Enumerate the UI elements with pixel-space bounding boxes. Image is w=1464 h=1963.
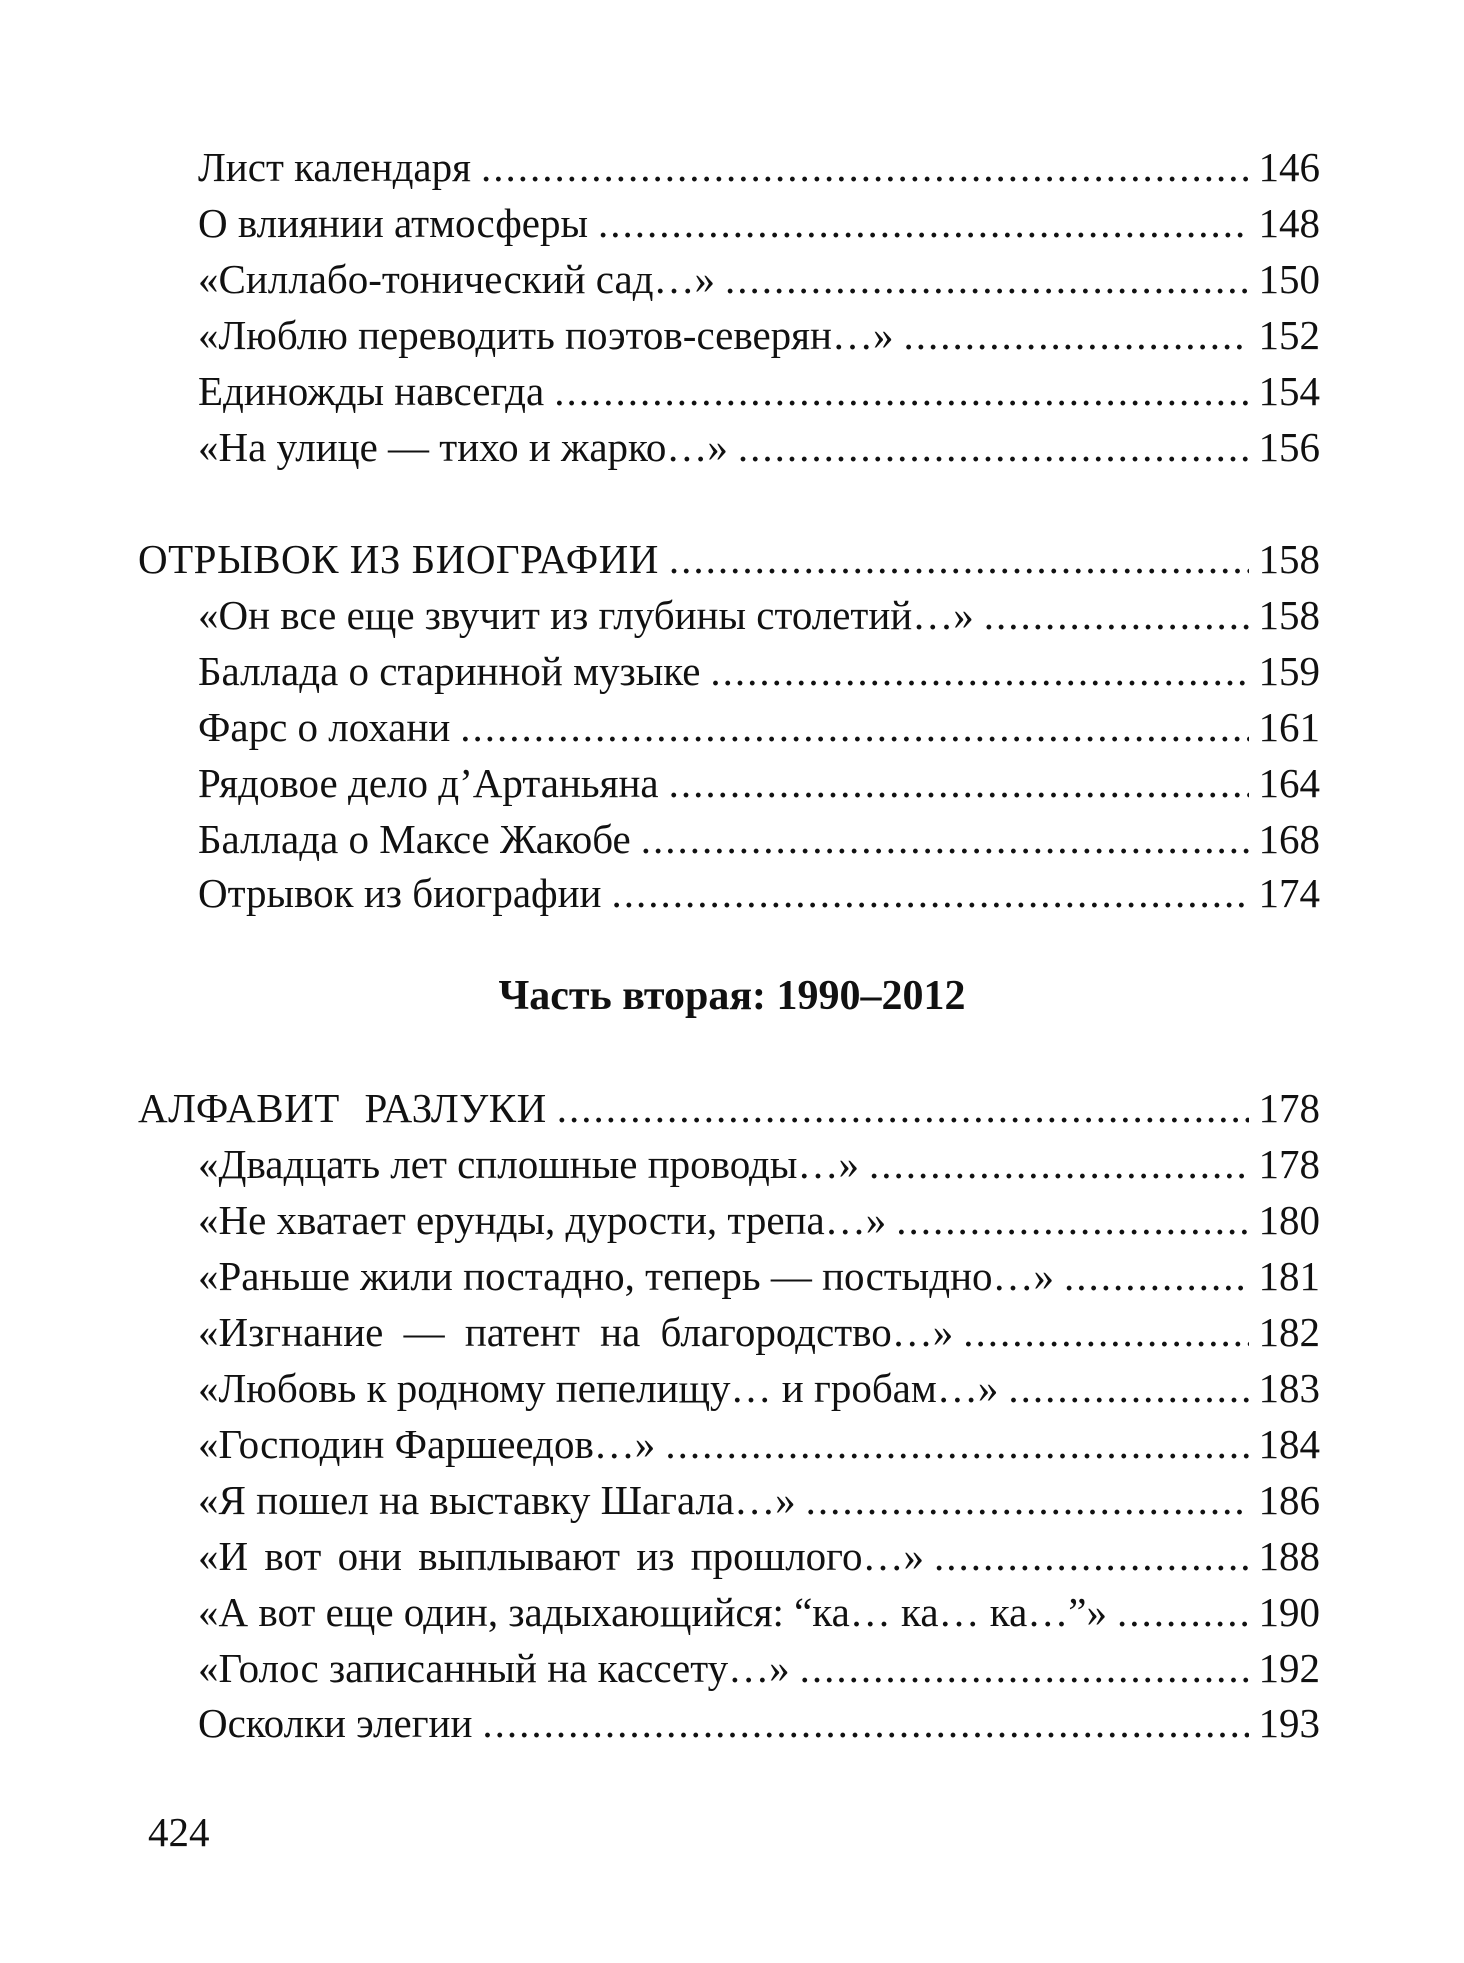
dot-leader: [611, 868, 1248, 918]
toc-entry-title: Единожды навсегда: [198, 368, 545, 414]
toc-entry-title: «Раньше жили постадно, теперь — постыдно…»: [198, 1253, 1055, 1299]
toc-entry-title: «Не хватает ерунды, дурости, трепа…»: [198, 1197, 887, 1243]
dot-leader: [710, 646, 1248, 696]
toc-entry-page: 164: [1258, 760, 1320, 806]
dot-leader: [1117, 1587, 1249, 1637]
toc-entry-title: «Люблю переводить поэтов-северян…»: [198, 312, 894, 358]
toc-section-heading: [138, 1083, 1320, 1139]
toc-entry: [198, 142, 1320, 198]
toc-entry: [198, 1307, 1320, 1363]
toc-entry-page: 158: [1258, 592, 1320, 638]
dot-leader: [460, 702, 1248, 752]
toc-entry: [198, 254, 1320, 310]
toc-entry-page: 192: [1258, 1645, 1320, 1691]
toc-entry-page: 152: [1258, 312, 1320, 358]
toc-entry-title: Фарс о лохани: [198, 704, 451, 750]
dot-leader: [554, 366, 1248, 416]
dot-leader: [481, 142, 1249, 192]
toc-entry: [198, 1139, 1320, 1195]
toc-entry-title: Баллада о Максе Жакобе: [198, 816, 631, 862]
toc-entry-title: «На улице — тихо и жарко…»: [198, 424, 728, 470]
dot-leader: [665, 1419, 1248, 1469]
toc-entry-title: Осколки элегии: [198, 1700, 473, 1746]
toc-entry-title: О влиянии атмосферы: [198, 200, 589, 246]
dot-leader: [800, 1643, 1249, 1693]
toc-entry: [198, 1475, 1320, 1531]
toc-entry-page: 148: [1258, 200, 1320, 246]
toc-section-heading: [138, 534, 1320, 590]
toc-entry-page: 184: [1258, 1421, 1320, 1467]
toc-entry-page: 181: [1258, 1253, 1320, 1299]
toc-entry: [198, 590, 1320, 646]
toc-entry: [198, 1251, 1320, 1307]
toc-entry: [198, 366, 1320, 422]
toc-entry-page: 159: [1258, 648, 1320, 694]
toc-entry-title: «Он все еще звучит из глубины столетий…»: [198, 592, 974, 638]
dot-leader: [869, 1139, 1249, 1189]
toc-entry-page: 156: [1258, 424, 1320, 470]
toc-entry-title: Отрывок из биографии: [198, 870, 602, 916]
toc-entry: [198, 1643, 1320, 1699]
toc-section-title: АЛФАВИТ РАЗЛУКИ: [138, 1085, 547, 1131]
dot-leader: [725, 254, 1248, 304]
toc-entry-title: «А вот еще один, задыхающийся: “ка… ка… ка…”»: [198, 1589, 1107, 1635]
toc-entry-page: 190: [1258, 1589, 1320, 1635]
toc-entry: [198, 1363, 1320, 1419]
toc-entry: [198, 702, 1320, 758]
toc-entry-page: 188: [1258, 1533, 1320, 1579]
toc-entry-page: 186: [1258, 1477, 1320, 1523]
toc-entry-title: «Двадцать лет сплошные проводы…»: [198, 1141, 859, 1187]
dot-leader: [1008, 1363, 1248, 1413]
toc-entry: [198, 1195, 1320, 1251]
toc-entry-page: 182: [1258, 1309, 1320, 1355]
dot-leader: [903, 310, 1248, 360]
toc-entry-title: «Изгнание — патент на благородство…»: [198, 1309, 954, 1355]
toc-section-title: ОТРЫВОК ИЗ БИОГРАФИИ: [138, 536, 659, 582]
dot-leader: [896, 1195, 1248, 1245]
toc-entry: [198, 758, 1320, 814]
dot-leader: [963, 1307, 1248, 1357]
dot-leader: [641, 814, 1249, 864]
toc-entry: [198, 1698, 1320, 1754]
toc-entry-title: «Любовь к родному пепелищу… и гробам…»: [198, 1365, 999, 1411]
toc-entry-page: 180: [1258, 1197, 1320, 1243]
toc-entry-page: 174: [1258, 870, 1320, 916]
part-heading: Часть вторая: 1990–2012: [498, 973, 966, 1019]
toc-entry-page: 168: [1258, 816, 1320, 862]
toc-section-page: 178: [1258, 1085, 1320, 1131]
dot-leader: [934, 1531, 1249, 1581]
dot-leader: [669, 758, 1249, 808]
toc-entry: [198, 814, 1320, 870]
toc-entry-page: 183: [1258, 1365, 1320, 1411]
toc-entry-title: «И вот они выплывают из прошлого…»: [198, 1533, 924, 1579]
toc-entry-page: 146: [1258, 144, 1320, 190]
toc-entry-page: 178: [1258, 1141, 1320, 1187]
toc-entry: [198, 1419, 1320, 1475]
toc-entry: [198, 1587, 1320, 1643]
toc-entry-title: «Господин Фаршеедов…»: [198, 1421, 656, 1467]
dot-leader: [1064, 1251, 1248, 1301]
toc-entry-page: 161: [1258, 704, 1320, 750]
toc-entry: [198, 646, 1320, 702]
toc-entry-title: «Силлабо-тонический сад…»: [198, 256, 716, 302]
toc-entry: [198, 310, 1320, 366]
toc-entry-title: Рядовое дело д’Артаньяна: [198, 760, 659, 806]
dot-leader: [984, 590, 1249, 640]
dot-leader: [738, 422, 1249, 472]
toc-entry: [198, 422, 1320, 478]
toc-entry-page: 150: [1258, 256, 1320, 302]
dot-leader: [598, 198, 1248, 248]
toc-entry-title: Баллада о старинной музыке: [198, 648, 701, 694]
toc-entry-page: 193: [1258, 1700, 1320, 1746]
toc-entry-title: Лист календаря: [198, 144, 471, 190]
toc-entry-title: «Голос записанный на кассету…»: [198, 1645, 790, 1691]
toc-entry-page: 154: [1258, 368, 1320, 414]
dot-leader: [806, 1475, 1249, 1525]
toc-entry: [198, 868, 1320, 924]
dot-leader: [669, 534, 1249, 584]
toc-entry: [198, 198, 1320, 254]
dot-leader: [482, 1698, 1248, 1748]
toc-entry: [198, 1531, 1320, 1587]
page-number: 424: [148, 1809, 210, 1855]
dot-leader: [557, 1083, 1249, 1133]
toc-entry-title: «Я пошел на выставку Шагала…»: [198, 1477, 796, 1523]
toc-section-page: 158: [1258, 536, 1320, 582]
